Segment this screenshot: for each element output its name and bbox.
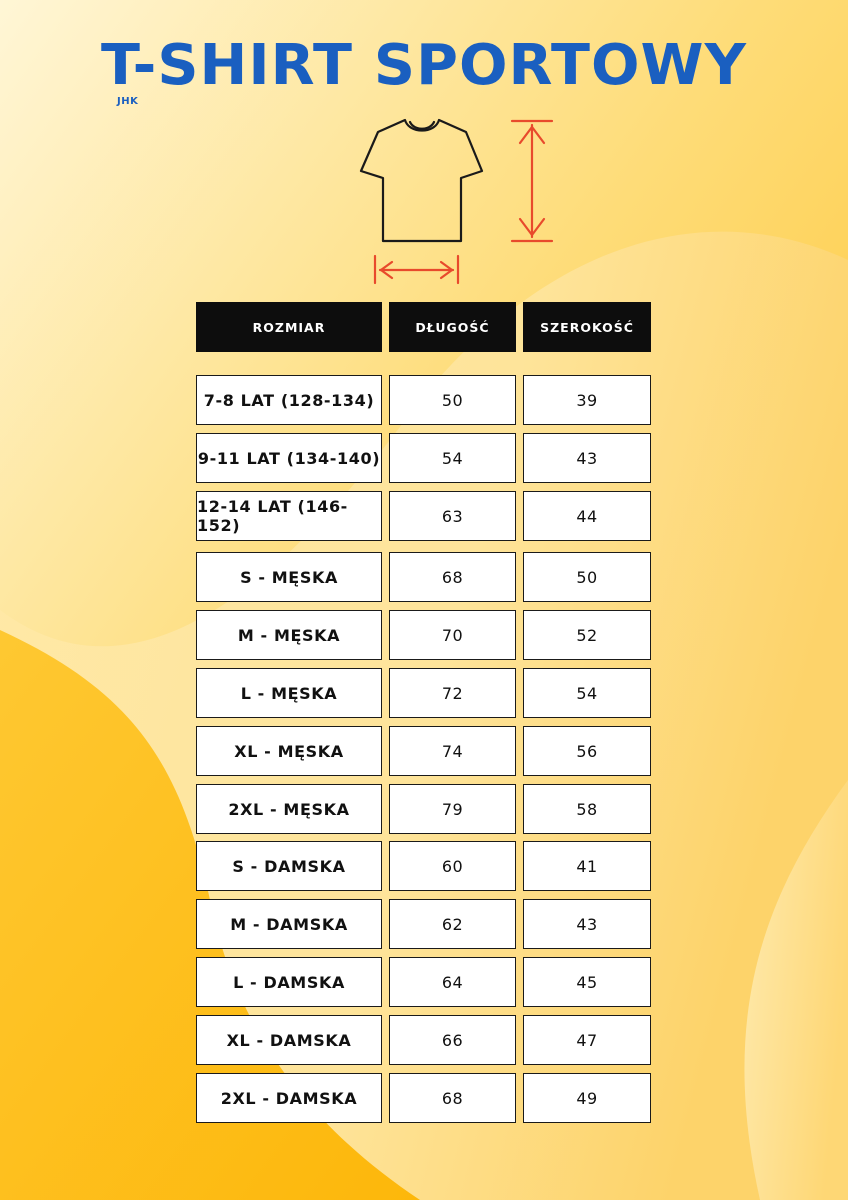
vertical-arrow-icon [512, 121, 552, 241]
cell-length: 68 [389, 1073, 516, 1123]
size-diagram [0, 0, 848, 300]
cell-size: S - DAMSKA [196, 841, 382, 891]
cell-length: 68 [389, 552, 516, 602]
cell-length: 60 [389, 841, 516, 891]
cell-width: 45 [523, 957, 651, 1007]
cell-length: 72 [389, 668, 516, 718]
cell-length: 62 [389, 899, 516, 949]
cell-length: 64 [389, 957, 516, 1007]
cell-size: L - DAMSKA [196, 957, 382, 1007]
page-title: T-SHIRT SPORTOWY [101, 33, 747, 98]
cell-size: S - MĘSKA [196, 552, 382, 602]
cell-width: 44 [523, 491, 651, 541]
cell-length: 70 [389, 610, 516, 660]
cell-size: 9-11 LAT (134-140) [196, 433, 382, 483]
cell-length: 63 [389, 491, 516, 541]
cell-length: 79 [389, 784, 516, 834]
cell-length: 54 [389, 433, 516, 483]
horizontal-arrow-icon [375, 256, 458, 283]
tshirt-icon [361, 120, 482, 241]
cell-width: 47 [523, 1015, 651, 1065]
cell-width: 41 [523, 841, 651, 891]
cell-width: 58 [523, 784, 651, 834]
cell-size: 2XL - MĘSKA [196, 784, 382, 834]
cell-length: 66 [389, 1015, 516, 1065]
cell-width: 43 [523, 433, 651, 483]
column-header-length: DŁUGOŚĆ [389, 302, 516, 352]
brand-label: JHK [117, 96, 139, 107]
cell-size: L - MĘSKA [196, 668, 382, 718]
cell-length: 74 [389, 726, 516, 776]
cell-width: 54 [523, 668, 651, 718]
cell-size: 2XL - DAMSKA [196, 1073, 382, 1123]
cell-size: 7-8 LAT (128-134) [196, 375, 382, 425]
cell-width: 50 [523, 552, 651, 602]
column-header-size: ROZMIAR [196, 302, 382, 352]
cell-size: XL - MĘSKA [196, 726, 382, 776]
cell-size: M - DAMSKA [196, 899, 382, 949]
cell-width: 39 [523, 375, 651, 425]
cell-size: M - MĘSKA [196, 610, 382, 660]
cell-width: 56 [523, 726, 651, 776]
cell-width: 52 [523, 610, 651, 660]
cell-width: 49 [523, 1073, 651, 1123]
cell-size: XL - DAMSKA [196, 1015, 382, 1065]
cell-width: 43 [523, 899, 651, 949]
cell-length: 50 [389, 375, 516, 425]
cell-size: 12-14 LAT (146-152) [196, 491, 382, 541]
column-header-width: SZEROKOŚĆ [523, 302, 651, 352]
